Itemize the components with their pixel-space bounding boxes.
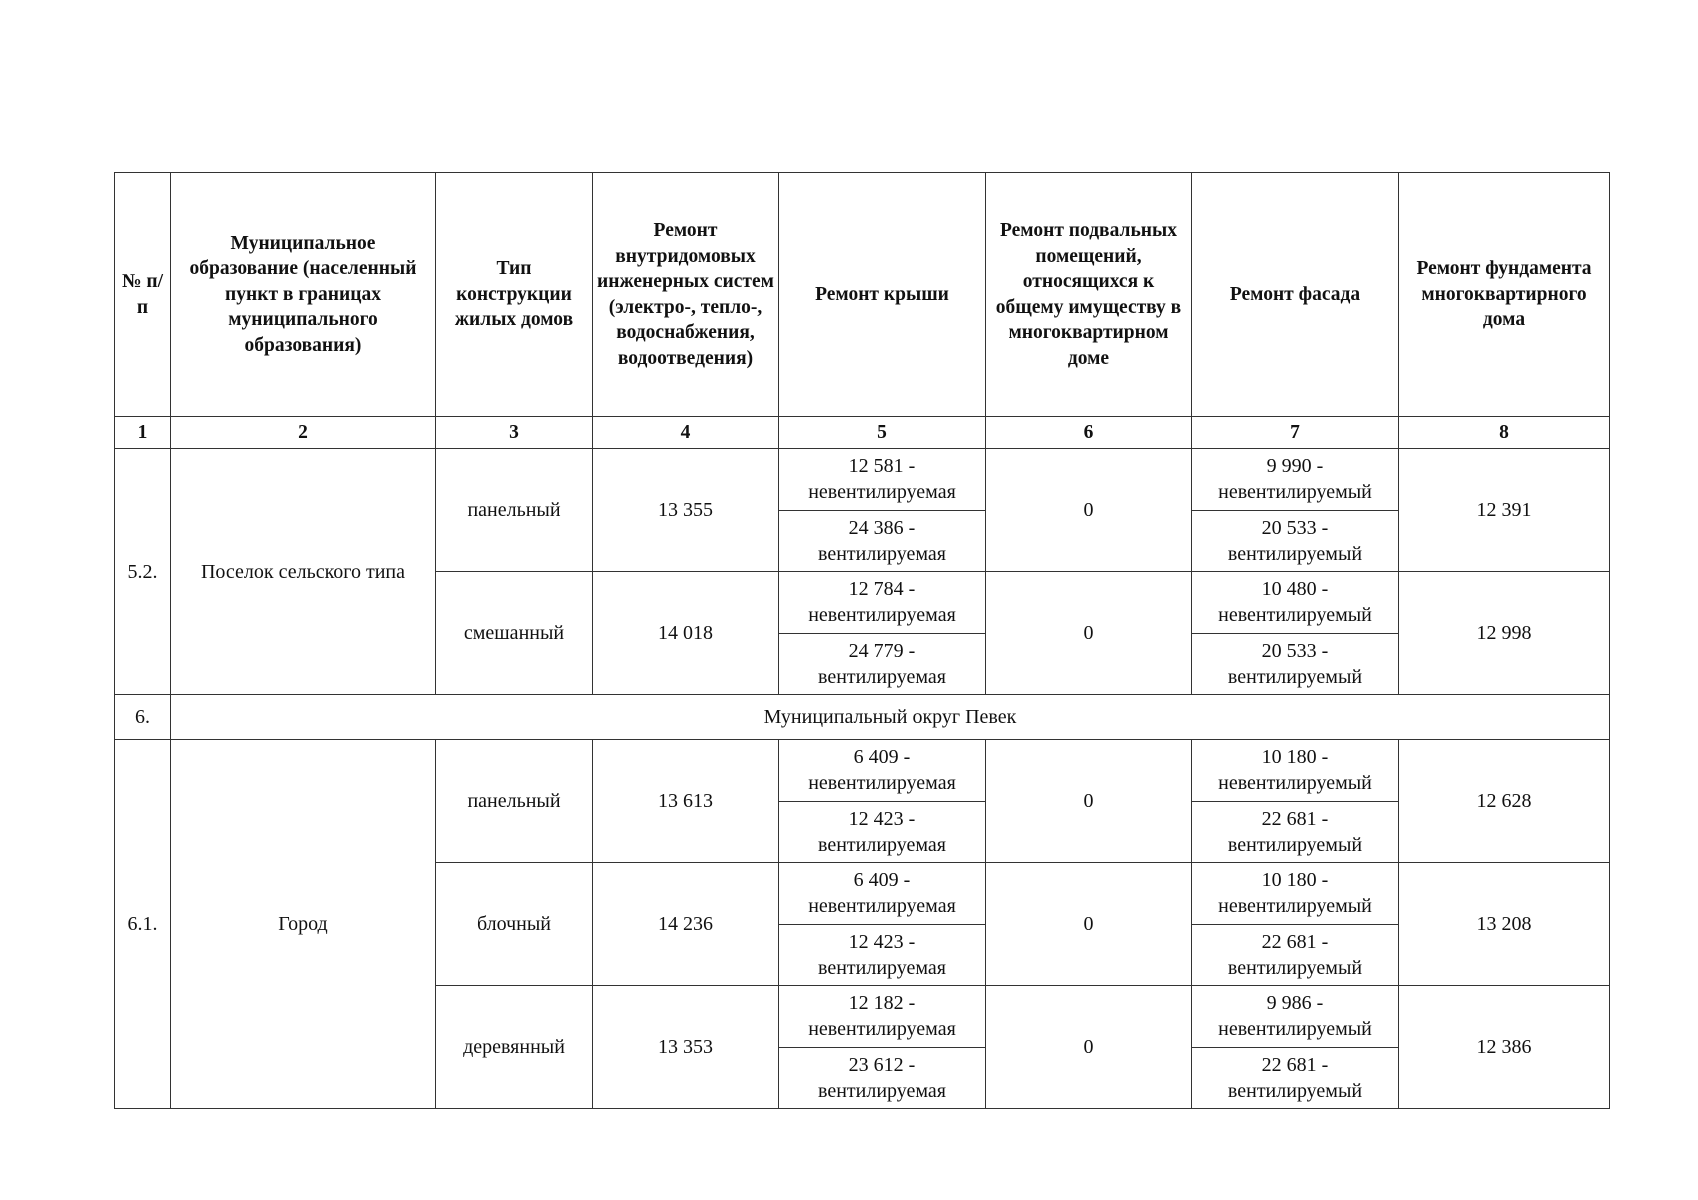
facade-ventilated-cost: 20 533 - вентилируемый [1192, 633, 1399, 695]
foundation-cost: 13 208 [1399, 863, 1610, 986]
column-number: 2 [171, 417, 436, 449]
roof-nonventilated-cost: 6 409 - невентилируемая [779, 740, 986, 802]
column-number: 4 [593, 417, 779, 449]
column-number: 5 [779, 417, 986, 449]
facade-nonventilated-cost: 9 986 - невентилируемый [1192, 986, 1399, 1048]
column-number: 8 [1399, 417, 1610, 449]
basement-cost: 0 [986, 449, 1192, 572]
facade-nonventilated-cost: 10 180 - невентилируемый [1192, 740, 1399, 802]
basement-cost: 0 [986, 572, 1192, 695]
facade-ventilated-cost: 22 681 - вентилируемый [1192, 1047, 1399, 1109]
foundation-cost: 12 998 [1399, 572, 1610, 695]
table-row [115, 740, 1610, 802]
header-foundation-repair: Ремонт фундамента многоквартирного дома [1399, 173, 1610, 417]
roof-ventilated-cost: 12 423 - вентилируемая [779, 801, 986, 863]
roof-nonventilated-cost: 12 784 - невентилируемая [779, 572, 986, 634]
section-title: Муниципальный округ Певек [171, 695, 1610, 740]
facade-ventilated-cost: 20 533 - вентилируемый [1192, 510, 1399, 572]
header-construction-type: Тип конструкции жилых домов [436, 173, 593, 417]
roof-ventilated-cost: 23 612 - вентилируемая [779, 1047, 986, 1109]
facade-ventilated-cost: 22 681 - вентилируемый [1192, 924, 1399, 986]
engineering-cost: 13 613 [593, 740, 779, 863]
row-number: 6.1. [115, 740, 171, 1109]
header-row-number: № п/п [115, 173, 171, 417]
basement-cost: 0 [986, 986, 1192, 1109]
facade-nonventilated-cost: 9 990 - невентилируемый [1192, 449, 1399, 511]
basement-cost: 0 [986, 740, 1192, 863]
roof-ventilated-cost: 24 779 - вентилируемая [779, 633, 986, 695]
header-engineering-systems: Ремонт внутридомовых инженерных систем (электро-, тепло-, водоснабжения, водоотведения) [593, 173, 779, 417]
header-municipality: Муниципальное образование (населенный пункт в границах муниципального образования) [171, 173, 436, 417]
roof-nonventilated-cost: 12 581 - невентилируемая [779, 449, 986, 511]
construction-type: блочный [436, 863, 593, 986]
roof-ventilated-cost: 24 386 - вентилируемая [779, 510, 986, 572]
foundation-cost: 12 386 [1399, 986, 1610, 1109]
capital-repair-cost-table [114, 172, 1610, 1109]
table-row [115, 449, 1610, 511]
column-number: 3 [436, 417, 593, 449]
header-row [115, 173, 1610, 417]
facade-ventilated-cost: 22 681 - вентилируемый [1192, 801, 1399, 863]
construction-type: смешанный [436, 572, 593, 695]
basement-cost: 0 [986, 863, 1192, 986]
column-number-row [115, 417, 1610, 449]
construction-type: панельный [436, 449, 593, 572]
column-number: 7 [1192, 417, 1399, 449]
header-facade-repair: Ремонт фасада [1192, 173, 1399, 417]
roof-nonventilated-cost: 6 409 - невентилируемая [779, 863, 986, 925]
municipality-name: Город [171, 740, 436, 1109]
header-roof-repair: Ремонт крыши [779, 173, 986, 417]
engineering-cost: 13 355 [593, 449, 779, 572]
engineering-cost: 13 353 [593, 986, 779, 1109]
facade-nonventilated-cost: 10 180 - невентилируемый [1192, 863, 1399, 925]
municipality-name: Поселок сельского типа [171, 449, 436, 695]
engineering-cost: 14 018 [593, 572, 779, 695]
section-row [115, 695, 1610, 740]
engineering-cost: 14 236 [593, 863, 779, 986]
foundation-cost: 12 628 [1399, 740, 1610, 863]
section-number: 6. [115, 695, 171, 740]
header-basement-repair: Ремонт подвальных помещений, относящихся к общему имуществу в многоквартирном доме [986, 173, 1192, 417]
construction-type: деревянный [436, 986, 593, 1109]
construction-type: панельный [436, 740, 593, 863]
column-number: 6 [986, 417, 1192, 449]
foundation-cost: 12 391 [1399, 449, 1610, 572]
row-number: 5.2. [115, 449, 171, 695]
roof-ventilated-cost: 12 423 - вентилируемая [779, 924, 986, 986]
roof-nonventilated-cost: 12 182 - невентилируемая [779, 986, 986, 1048]
column-number: 1 [115, 417, 171, 449]
facade-nonventilated-cost: 10 480 - невентилируемый [1192, 572, 1399, 634]
